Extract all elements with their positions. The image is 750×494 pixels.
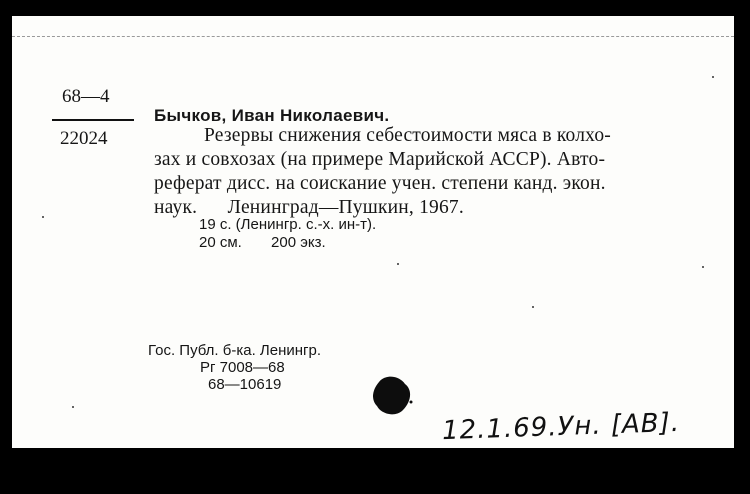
library-name: Гос. Публ. б-ка. Ленингр.: [148, 342, 322, 359]
author-heading: Бычков, Иван Николаевич.: [154, 106, 390, 125]
speck: [712, 76, 714, 78]
call-number-top: 68—4: [62, 86, 110, 107]
body-line-2: зах и совхозах (на примере Марийской АССР). Авто-: [154, 149, 606, 170]
speck: [42, 216, 44, 218]
call-number-bottom: 22024: [60, 128, 108, 149]
library-stamp: [148, 342, 321, 393]
speck: [532, 306, 534, 308]
speck: [397, 263, 399, 265]
call-number-divider: [52, 119, 134, 121]
title-description: [154, 124, 710, 220]
speck: [702, 266, 704, 268]
body-line-1: Резервы снижения себестоимости мяса в колхо-: [204, 125, 611, 146]
collation: [199, 216, 376, 252]
ink-blot: [367, 372, 417, 418]
body-line-3: реферат дисс. на соискание учен. степени канд. экон.: [154, 173, 606, 194]
body-line-4: наук. Ленинград—Пушкин, 1967.: [154, 197, 464, 218]
collation-line-1: 19 с. (Ленингр. с.-х. ин-т).: [199, 216, 377, 233]
catalog-card: [12, 16, 734, 448]
speck: [72, 406, 74, 408]
handwritten-note: 12.1.69.Ун. [АВ].: [441, 407, 681, 447]
library-number: 68—10619: [208, 376, 282, 393]
library-registration: Рг 7008—68: [200, 359, 285, 376]
perforation-line: [12, 36, 734, 37]
collation-line-2: 20 см. 200 экз.: [199, 234, 326, 251]
